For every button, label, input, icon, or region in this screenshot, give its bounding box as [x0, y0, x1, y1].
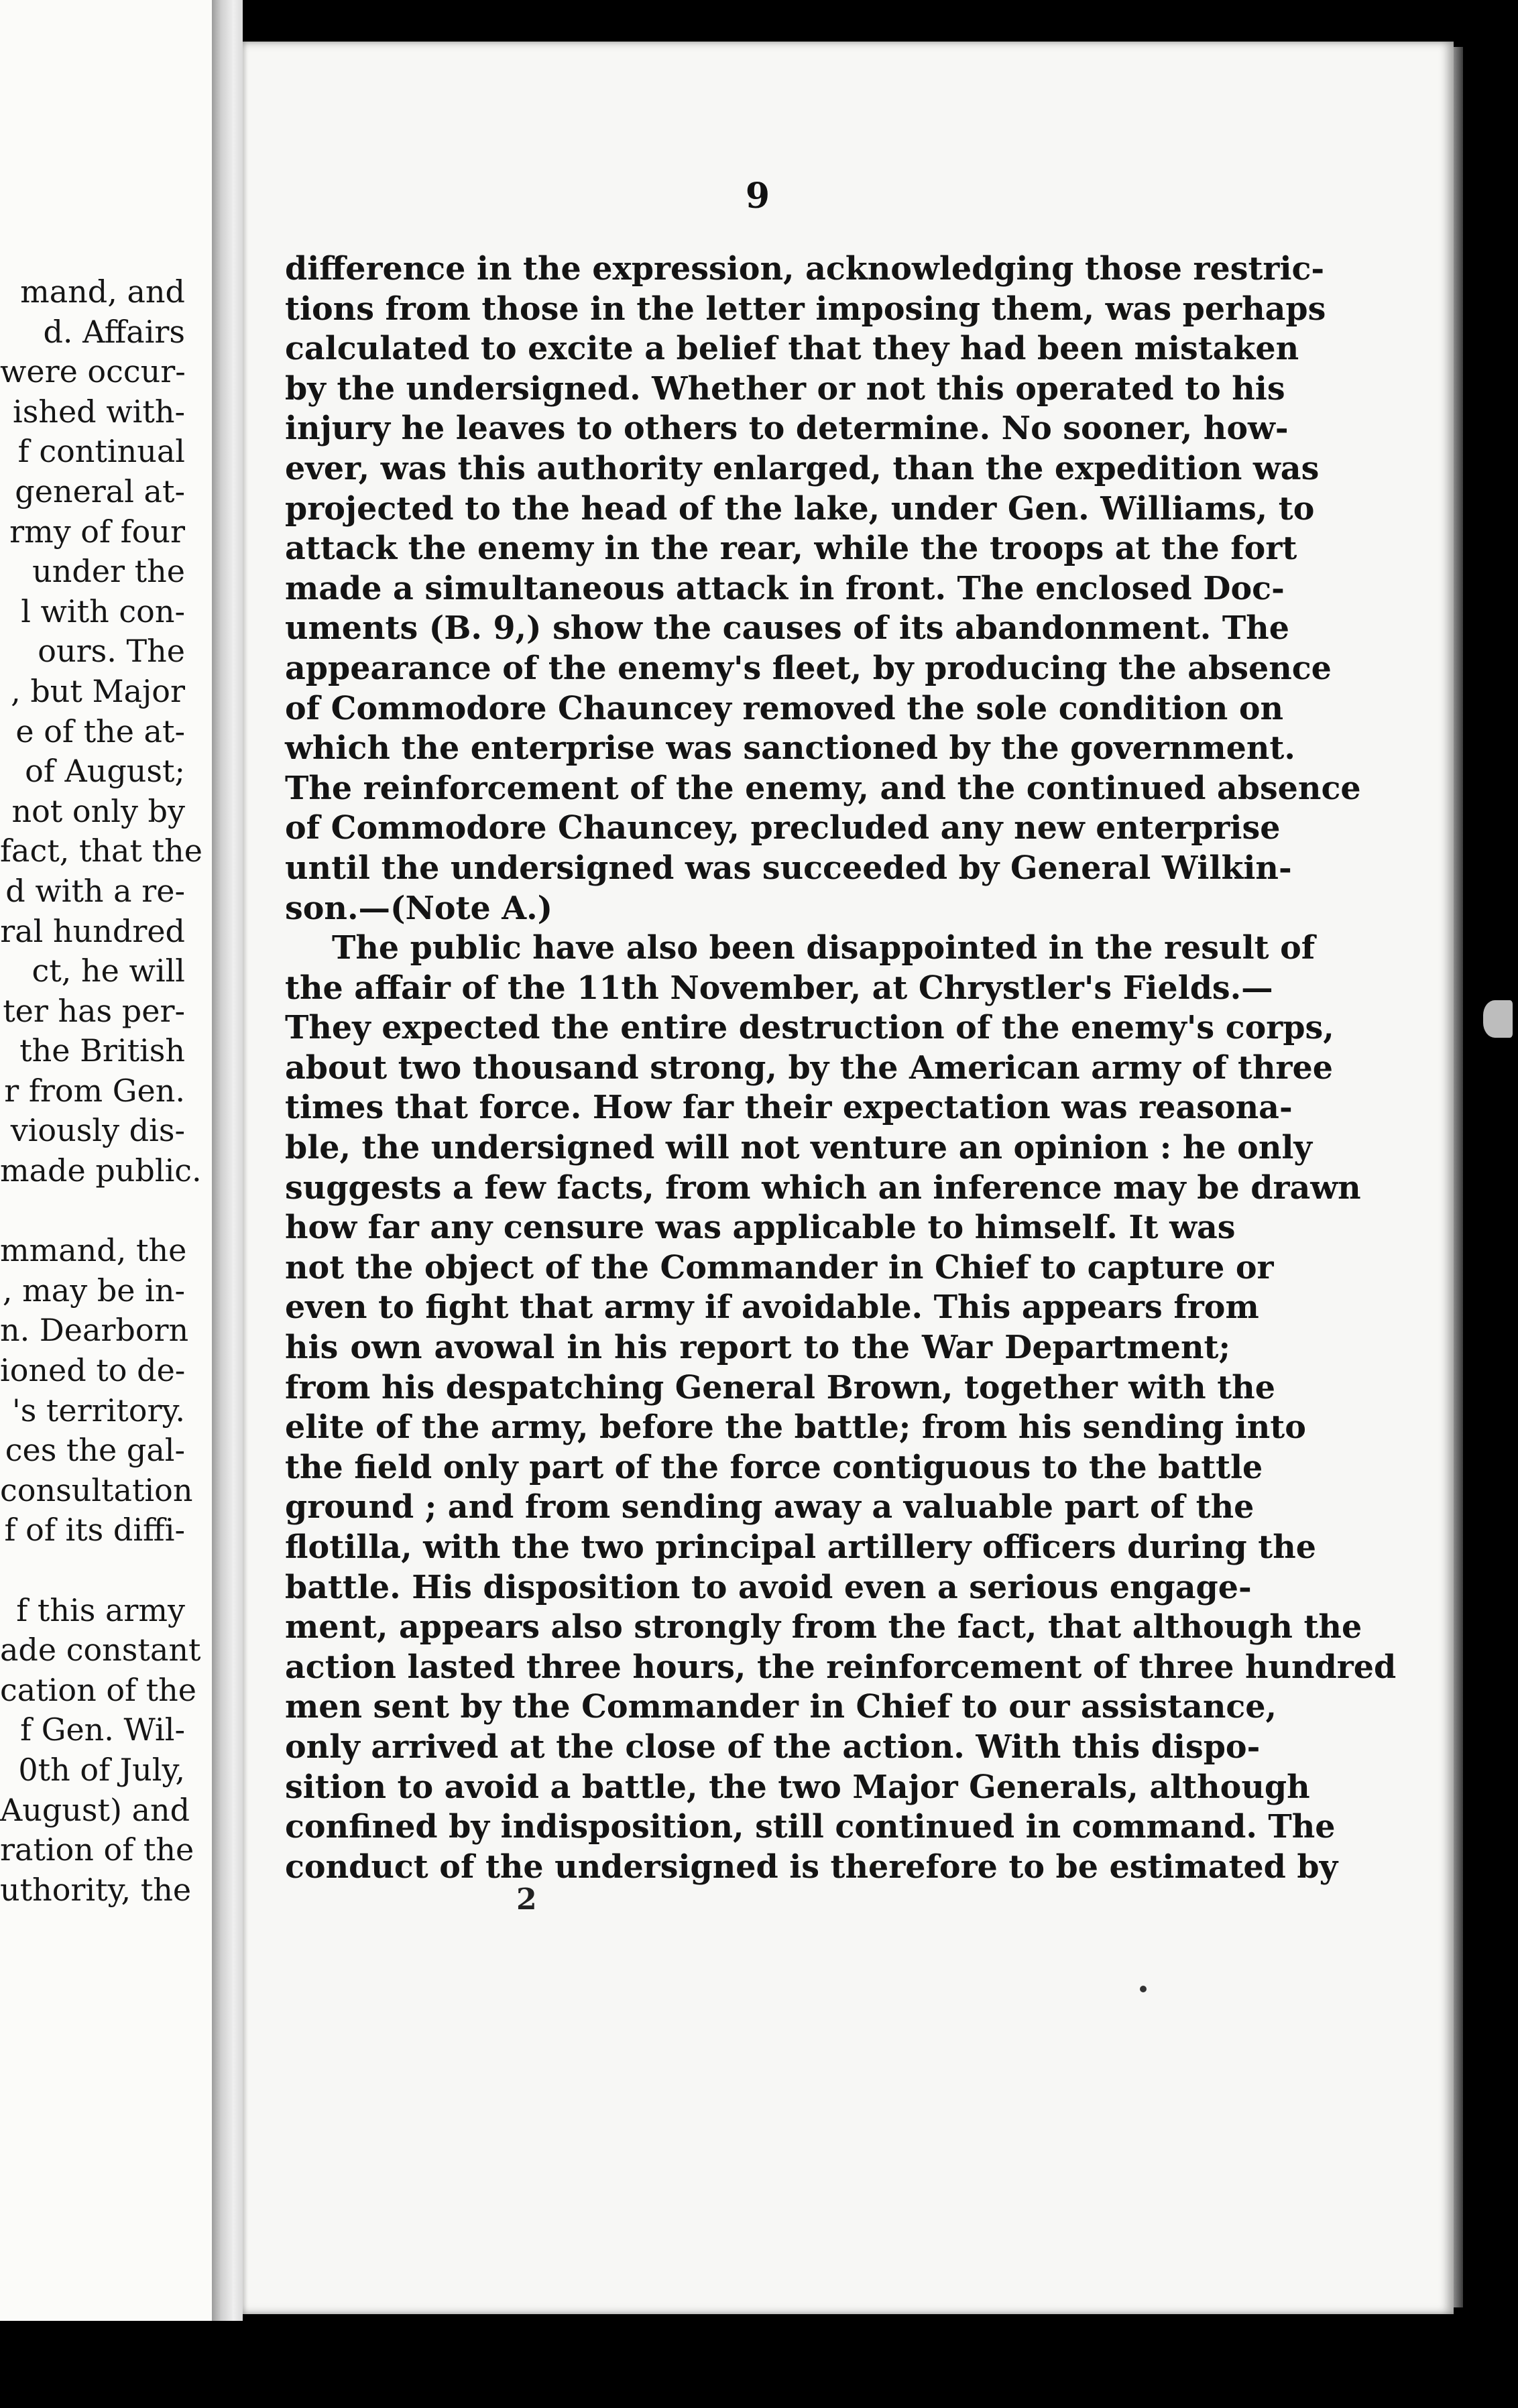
body-line: difference in the expression, acknowledging those restric-	[285, 250, 1325, 288]
page-edge-shadow	[1454, 47, 1463, 2307]
left-page-line: d. Affairs	[43, 313, 185, 350]
body-line: conduct of the undersigned is therefore to be estimated by	[285, 1848, 1338, 1886]
body-line: The public have also been disappointed in the result of	[332, 929, 1316, 967]
left-page-line: ct, he will	[32, 953, 185, 989]
left-page-line: ter has per-	[3, 992, 185, 1029]
left-page-line	[0, 1551, 185, 1591]
scan-border	[0, 2321, 1518, 2408]
left-page-line: ioned to de-	[0, 1352, 186, 1389]
left-page-line: ours. The	[38, 633, 185, 670]
body-line: son.—(Note A.)	[285, 889, 553, 927]
left-page-line: consultation	[0, 1471, 193, 1508]
left-page-line: ade constant	[0, 1632, 201, 1669]
body-line: attack the enemy in the rear, while the troops at the fort	[285, 530, 1297, 568]
left-page-line: r from Gen.	[4, 1072, 185, 1109]
left-page-line: mand, and	[20, 274, 185, 310]
body-line: not the object of the Commander in Chief to capture or	[285, 1248, 1274, 1286]
left-page-line: not only by	[11, 792, 185, 829]
left-page-line: general at-	[15, 473, 185, 509]
left-page-line: ral hundred	[0, 912, 185, 949]
body-line: projected to the head of the lake, under Gen. Williams, to	[285, 489, 1315, 528]
body-line: only arrived at the close of the action. With this dispo-	[285, 1728, 1261, 1766]
left-page-line: under the	[32, 553, 185, 590]
body-line: from his despatching General Brown, together with the	[285, 1368, 1275, 1406]
left-page-line: f this army	[16, 1591, 185, 1628]
body-line: ment, appears also strongly from the fact, that although the	[285, 1608, 1362, 1646]
body-line: about two thousand strong, by the American army of three	[285, 1048, 1334, 1087]
left-page-line: n. Dearborn	[0, 1312, 189, 1349]
left-page-line: were occur-	[0, 353, 186, 390]
body-line: calculated to excite a belief that they had been mistaken	[285, 330, 1299, 368]
left-page-text	[0, 272, 202, 1910]
body-line: the field only part of the force contiguous to the battle	[285, 1448, 1263, 1486]
left-page-line: , may be in-	[2, 1272, 185, 1309]
body-line: the affair of the 11th November, at Chrystler's Fields.—	[285, 969, 1273, 1007]
page-edge-mark	[1483, 1000, 1513, 1038]
left-page-line: made public.	[0, 1152, 202, 1189]
left-page	[0, 0, 212, 2321]
body-line: injury he leaves to others to determine. No sooner, how-	[285, 410, 1289, 448]
left-page-line: d with a re-	[5, 872, 185, 909]
left-page-line: August) and	[0, 1791, 190, 1828]
book-gutter	[212, 0, 243, 2321]
left-page-line: 0th of July,	[18, 1751, 185, 1788]
left-page-line: cation of the	[0, 1671, 197, 1708]
left-page-line: ished with-	[13, 393, 185, 430]
left-page-line	[0, 1191, 185, 1231]
left-page-line: ration of the	[0, 1831, 194, 1868]
left-page-line: the British	[19, 1032, 185, 1069]
body-line: elite of the army, before the battle; from his sending into	[285, 1408, 1306, 1447]
body-line: appearance of the enemy's fleet, by producing the absence	[285, 649, 1332, 687]
left-page-line: fact, that the	[0, 833, 202, 869]
left-page-line: e of the at-	[15, 713, 185, 749]
body-line: ble, the undersigned will not venture an opinion : he only	[285, 1129, 1313, 1167]
body-line: of Commodore Chauncey, precluded any new enterprise	[285, 809, 1281, 847]
body-text	[285, 249, 1397, 1887]
body-line: flotilla, with the two principal artillery officers during the	[285, 1528, 1316, 1566]
body-line: made a simultaneous attack in front. The enclosed Doc-	[285, 569, 1285, 607]
left-page-line: 's territory.	[12, 1392, 185, 1429]
left-page-line: f Gen. Wil-	[20, 1711, 185, 1748]
body-line: suggests a few facts, from which an inference may be drawn	[285, 1168, 1361, 1207]
body-line: even to fight that army if avoidable. This appears from	[285, 1288, 1259, 1327]
body-line: of Commodore Chauncey removed the sole condition on	[285, 689, 1284, 727]
left-page-line: viously dis-	[10, 1112, 185, 1149]
left-page-line: l with con-	[21, 593, 185, 629]
left-page-line: f of its diffi-	[4, 1512, 185, 1549]
body-line: action lasted three hours, the reinforcement of three hundred	[285, 1648, 1397, 1686]
left-page-line: rmy of four	[9, 513, 185, 550]
page-number: 9	[745, 176, 770, 217]
body-line: until the undersigned was succeeded by General Wilkin-	[285, 849, 1292, 887]
body-line: They expected the entire destruction of the enemy's corps,	[285, 1009, 1334, 1047]
body-line: men sent by the Commander in Chief to our assistance,	[285, 1688, 1277, 1726]
left-page-line: , but Major	[11, 672, 185, 709]
body-line: sition to avoid a battle, the two Major Generals, although	[285, 1768, 1310, 1806]
body-line: confined by indisposition, still continued in command. The	[285, 1808, 1336, 1846]
left-page-line: uthority, the	[0, 1871, 192, 1908]
body-line: his own avowal in his report to the War Department;	[285, 1329, 1230, 1367]
ink-smudge	[1140, 1986, 1147, 1992]
body-line: how far any censure was applicable to himself. It was	[285, 1209, 1236, 1247]
body-line: by the undersigned. Whether or not this operated to his	[285, 369, 1285, 408]
body-line: uments (B. 9,) show the causes of its abandonment. The	[285, 609, 1289, 648]
body-line: ever, was this authority enlarged, than the expedition was	[285, 449, 1320, 487]
body-line: The reinforcement of the enemy, and the continued absence	[285, 769, 1361, 807]
signature-mark: 2	[516, 1882, 537, 1917]
left-page-line: f continual	[17, 433, 185, 470]
left-page-line: ces the gal-	[5, 1432, 185, 1469]
body-line: which the enterprise was sanctioned by the government.	[285, 729, 1295, 768]
body-line: times that force. How far their expectation was reasona-	[285, 1089, 1293, 1127]
left-page-line: mmand, the	[0, 1232, 187, 1269]
body-line: battle. His disposition to avoid even a serious engage-	[285, 1568, 1252, 1606]
left-page-line: of August;	[25, 753, 185, 790]
body-line: ground ; and from sending away a valuable part of the	[285, 1488, 1254, 1526]
body-line: tions from those in the letter imposing them, was perhaps	[285, 290, 1326, 328]
